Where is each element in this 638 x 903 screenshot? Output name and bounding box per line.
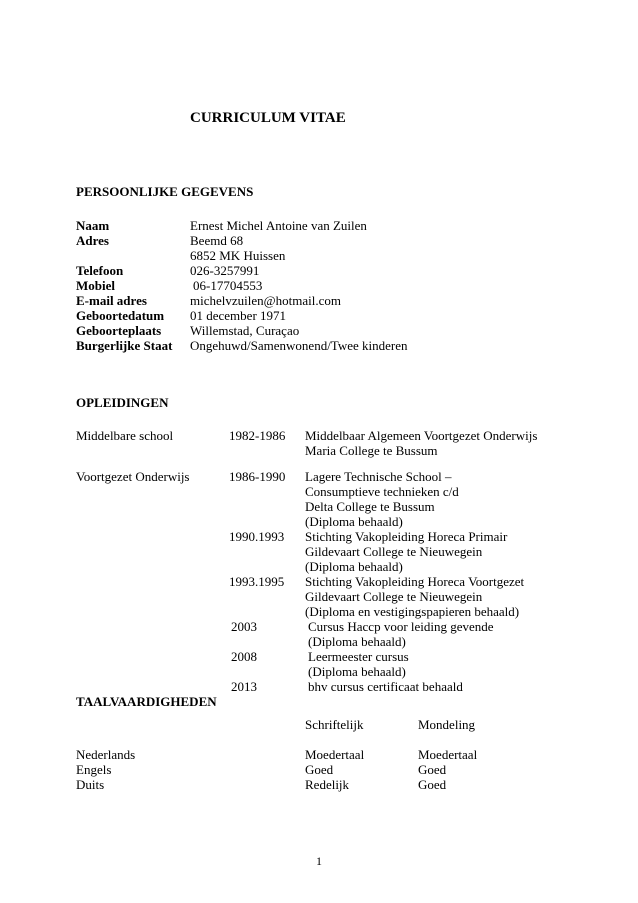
page-number: 1 — [316, 854, 322, 868]
column-header-spoken: Mondeling — [418, 717, 476, 732]
education-line: (Diploma behaald) — [305, 514, 403, 529]
label-phone: Telefoon — [76, 263, 124, 278]
value-birthdate: 01 december 1971 — [190, 308, 287, 323]
education-line: (Diploma behaald) — [305, 559, 403, 574]
value-phone: 026-3257991 — [190, 263, 260, 278]
value-marital-status: Ongehuwd/Samenwonend/Twee kinderen — [190, 338, 408, 353]
education-line: Lagere Technische School – — [305, 469, 452, 484]
education-line: bhv cursus certificaat behaald — [308, 679, 463, 694]
language-written-level: Moedertaal — [305, 747, 365, 762]
label-name: Naam — [76, 218, 110, 233]
education-year: 2008 — [231, 649, 257, 664]
value-address-street: Beemd 68 — [190, 233, 244, 248]
value-mobile: 06-17704553 — [193, 278, 263, 293]
value-email: michelvzuilen@hotmail.com — [190, 293, 341, 308]
language-written-level: Goed — [305, 762, 334, 777]
document-title: CURRICULUM VITAE — [190, 110, 346, 126]
education-line: Leermeester cursus — [308, 649, 409, 664]
education-line: Gildevaart College te Nieuwegein — [305, 589, 483, 604]
section-heading-personal: PERSOONLIJKE GEGEVENS — [76, 184, 254, 199]
language-spoken-level: Goed — [418, 762, 447, 777]
education-category: Voortgezet Onderwijs — [76, 469, 190, 484]
education-line: Stichting Vakopleiding Horeca Voortgezet — [305, 574, 525, 589]
education-category: Middelbare school — [76, 428, 174, 443]
education-year: 1990.1993 — [229, 529, 285, 544]
label-mobile: Mobiel — [76, 278, 115, 293]
value-address-city: 6852 MK Huissen — [190, 248, 286, 263]
label-email: E-mail adres — [76, 293, 147, 308]
education-line: (Diploma en vestigingspapieren behaald) — [305, 604, 520, 619]
column-header-written: Schriftelijk — [305, 717, 364, 732]
label-address: Adres — [76, 233, 109, 248]
education-line: Gildevaart College te Nieuwegein — [305, 544, 483, 559]
education-line: Cursus Haccp voor leiding gevende — [308, 619, 494, 634]
label-birthdate: Geboortedatum — [76, 308, 165, 323]
education-line: Stichting Vakopleiding Horeca Primair — [305, 529, 508, 544]
section-heading-languages: TAALVAARDIGHEDEN — [76, 694, 217, 709]
language-spoken-level: Moedertaal — [418, 747, 478, 762]
label-marital-status: Burgerlijke Staat — [76, 338, 173, 353]
education-year: 1986-1990 — [229, 469, 286, 484]
section-heading-education: OPLEIDINGEN — [76, 395, 169, 410]
language-name: Nederlands — [76, 747, 136, 762]
education-year: 2013 — [231, 679, 257, 694]
language-name: Duits — [76, 777, 105, 792]
value-birthplace: Willemstad, Curaçao — [190, 323, 300, 338]
education-year: 2003 — [231, 619, 257, 634]
education-line: Consumptieve technieken c/d — [305, 484, 459, 499]
education-year: 1982-1986 — [229, 428, 286, 443]
label-birthplace: Geboorteplaats — [76, 323, 162, 338]
language-spoken-level: Goed — [418, 777, 447, 792]
education-line: Delta College te Bussum — [305, 499, 435, 514]
education-line: (Diploma behaald) — [308, 664, 406, 679]
education-line: Maria College te Bussum — [305, 443, 438, 458]
education-line: (Diploma behaald) — [308, 634, 406, 649]
education-line: Middelbaar Algemeen Voortgezet Onderwijs — [305, 428, 538, 443]
value-name: Ernest Michel Antoine van Zuilen — [190, 218, 367, 233]
education-year: 1993.1995 — [229, 574, 285, 589]
language-written-level: Redelijk — [305, 777, 350, 792]
language-name: Engels — [76, 762, 112, 777]
